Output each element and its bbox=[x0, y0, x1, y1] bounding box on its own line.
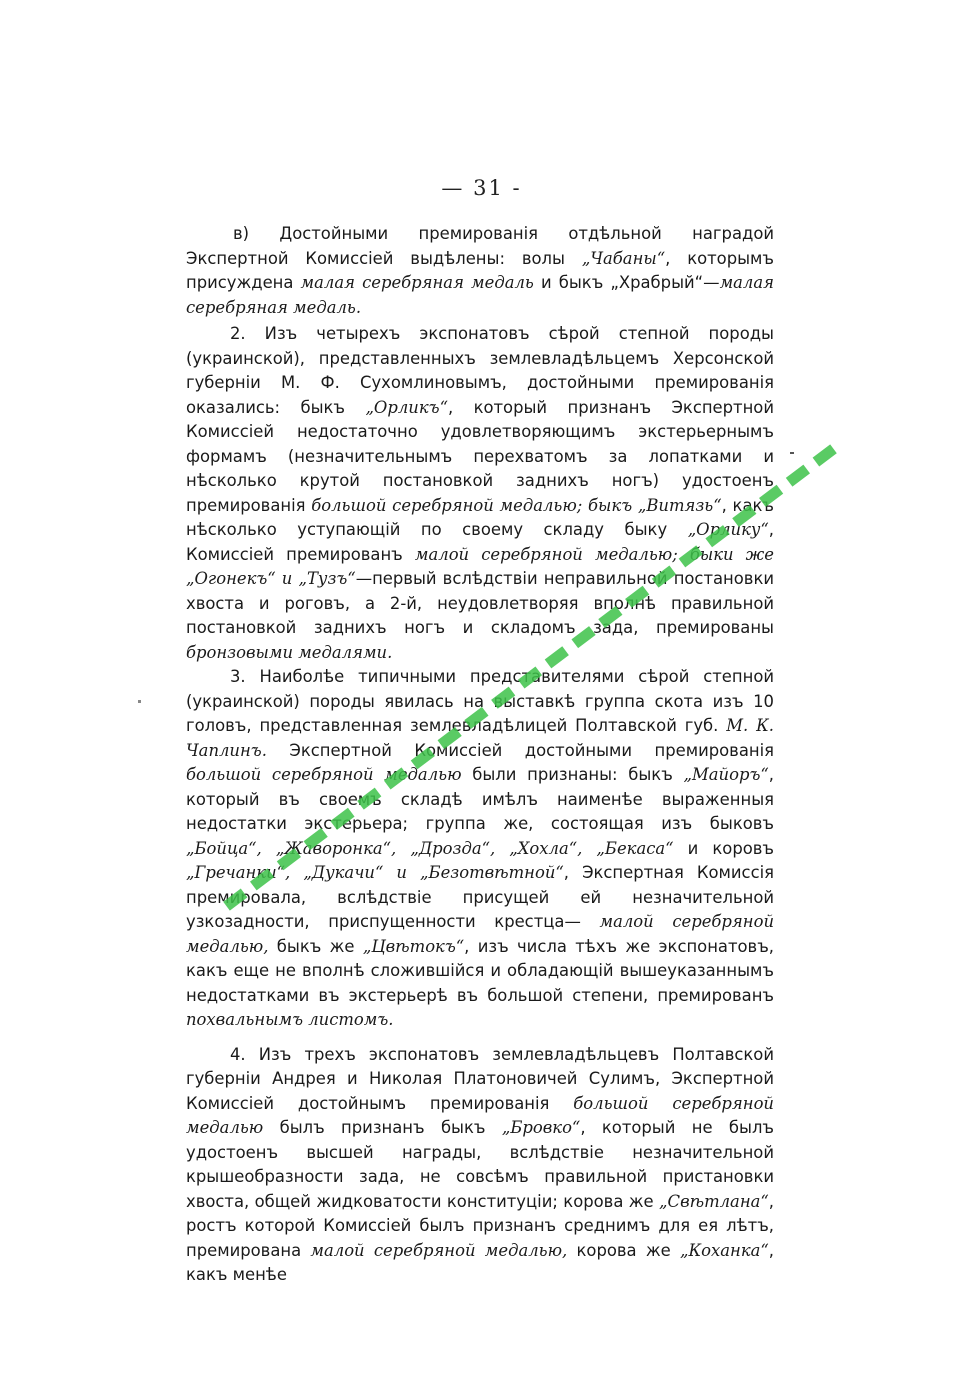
italic-run: малой серебряной медалью; быки же „Огонекъ“ и „Тузъ“ bbox=[186, 544, 774, 588]
italic-run: „Бровко“ bbox=[501, 1118, 581, 1137]
italic-run: М. К. Чаплинъ. bbox=[186, 716, 774, 760]
italic-run: большой серебряной медалью; быкъ „Витязь“ bbox=[311, 495, 722, 515]
italic-run: „Свѣтлана“ bbox=[659, 1191, 769, 1211]
text-run: былъ признанъ быкъ bbox=[263, 1118, 502, 1137]
text-run: , какъ менѣе bbox=[186, 1240, 774, 1284]
text-run: и быкъ „Храбрый“— bbox=[533, 273, 720, 292]
italic-run: малой серебряной медалью, bbox=[186, 912, 774, 956]
text-run: , Комиссiей премированъ bbox=[186, 520, 774, 564]
body-text bbox=[186, 222, 774, 1288]
page-number: — 31 - bbox=[441, 176, 522, 200]
scan-speck bbox=[138, 700, 141, 703]
italic-run: „Чабаны“ bbox=[581, 248, 666, 268]
paragraph-v bbox=[186, 222, 774, 320]
text-run: , который не былъ удостоенъ высшей награды, вслѣдствіе незначительной крышеобразности зада, не совсѣмъ правильной пристановки хвоста, общей жидковатости конституціи; корова же bbox=[186, 1118, 774, 1211]
italic-run: „Гречанки“, „Дукачи“ и „Безотвѣтной“ bbox=[186, 863, 564, 882]
text-run: в) Достойными премированія отдѣльной наградой Экспертной Комиссiей выдѣлены: волы bbox=[186, 224, 774, 268]
scan-speck bbox=[790, 452, 794, 454]
paragraph-2 bbox=[186, 322, 774, 665]
text-run: 3. Наиболѣе типичными представителями сѣрой степной (украинской) породы явилась на выставкѣ группа скота изъ 10 головъ, представленная землевладѣлицей Полтавской губ. bbox=[186, 667, 774, 735]
text-run: 4. Изъ трехъ экспонатовъ землевладѣльцевъ Полтавской губерніи Андрея и Николая Платоновичей Сулимъ, Экспертной Комиссiей достойнымъ премированія bbox=[186, 1044, 774, 1113]
text-run: , изъ числа тѣхъ же экспонатовъ, какъ еще не вполнѣ сложившійся и обладающій вышеуказаннымъ недостатками въ экстерьерѣ въ большой степени, премированъ bbox=[186, 936, 774, 1005]
italic-run: „Орликъ“ bbox=[365, 397, 448, 417]
text-run: —первый вслѣдствіи неправильной постановки хвоста и роговъ, а 2-й, неудовлетворяя вполнѣ правильной постановкой заднихъ ногъ и складомъ зада, премированы bbox=[186, 569, 774, 637]
italic-run: похвальнымъ листомъ. bbox=[186, 1010, 394, 1029]
text-run: быкъ же bbox=[268, 936, 363, 956]
italic-run: „Орлику“ bbox=[687, 520, 769, 539]
text-run: и коровъ bbox=[673, 838, 774, 858]
italic-run: „Бойца“, „Жаворонка“, „Дрозда“, „Хохла“, „Бекаса“ bbox=[186, 838, 674, 858]
italic-run: „Коханка“ bbox=[679, 1240, 769, 1260]
italic-run: большой серебряной медалью bbox=[186, 765, 462, 784]
text-run: , который въ своемъ складѣ имѣлъ наименѣе выраженныя недостатки экстерьера; группа же, состоящая изъ быковъ bbox=[186, 765, 774, 833]
text-run: , которымъ присуждена bbox=[186, 248, 774, 292]
text-run: , ростъ которой Комиссiей былъ признанъ среднимъ для ея лѣтъ, премирована bbox=[186, 1191, 774, 1260]
text-run: были признаны: быкъ bbox=[461, 765, 684, 784]
italic-run: „Цвѣтокъ“ bbox=[362, 936, 465, 956]
text-run: Экспертной Комиссiей достойными премированія bbox=[266, 740, 774, 760]
text-run: , который признанъ Экспертной Комиссiей недостаточно удовлетворяющимъ экстерьернымъ формамъ (незначительнымъ перехватомъ за лопатками и нѣсколько крутой постановкой заднихъ ногъ) удостоенъ премированія bbox=[186, 397, 774, 515]
text-run: корова же bbox=[567, 1240, 680, 1260]
text-run: , Экспертная Комиссія премировала, вслѣдствіе присущей ей незначительной узкозадности, приспущенности крестца— bbox=[186, 863, 774, 931]
italic-run: малой серебряной медалью, bbox=[310, 1240, 568, 1260]
italic-run: бронзовыми медалями. bbox=[186, 642, 393, 662]
italic-run: малая серебряная медаль. bbox=[186, 273, 774, 317]
text-run: 2. Изъ четырехъ экспонатовъ сѣрой степной породы (украинской), представленныхъ землевладѣльцемъ Херсонской губерніи М. Ф. Сухомлиновымъ, достойными премированія оказались: быкъ bbox=[186, 324, 774, 417]
text-run: , какъ нѣсколько уступающій по своему складу быку bbox=[186, 495, 774, 539]
italic-run: малая серебряная медаль bbox=[300, 273, 534, 292]
italic-run: „Майоръ“ bbox=[683, 765, 769, 784]
italic-run: большой серебряной медалью bbox=[186, 1093, 774, 1137]
paragraph-4 bbox=[186, 1043, 774, 1288]
